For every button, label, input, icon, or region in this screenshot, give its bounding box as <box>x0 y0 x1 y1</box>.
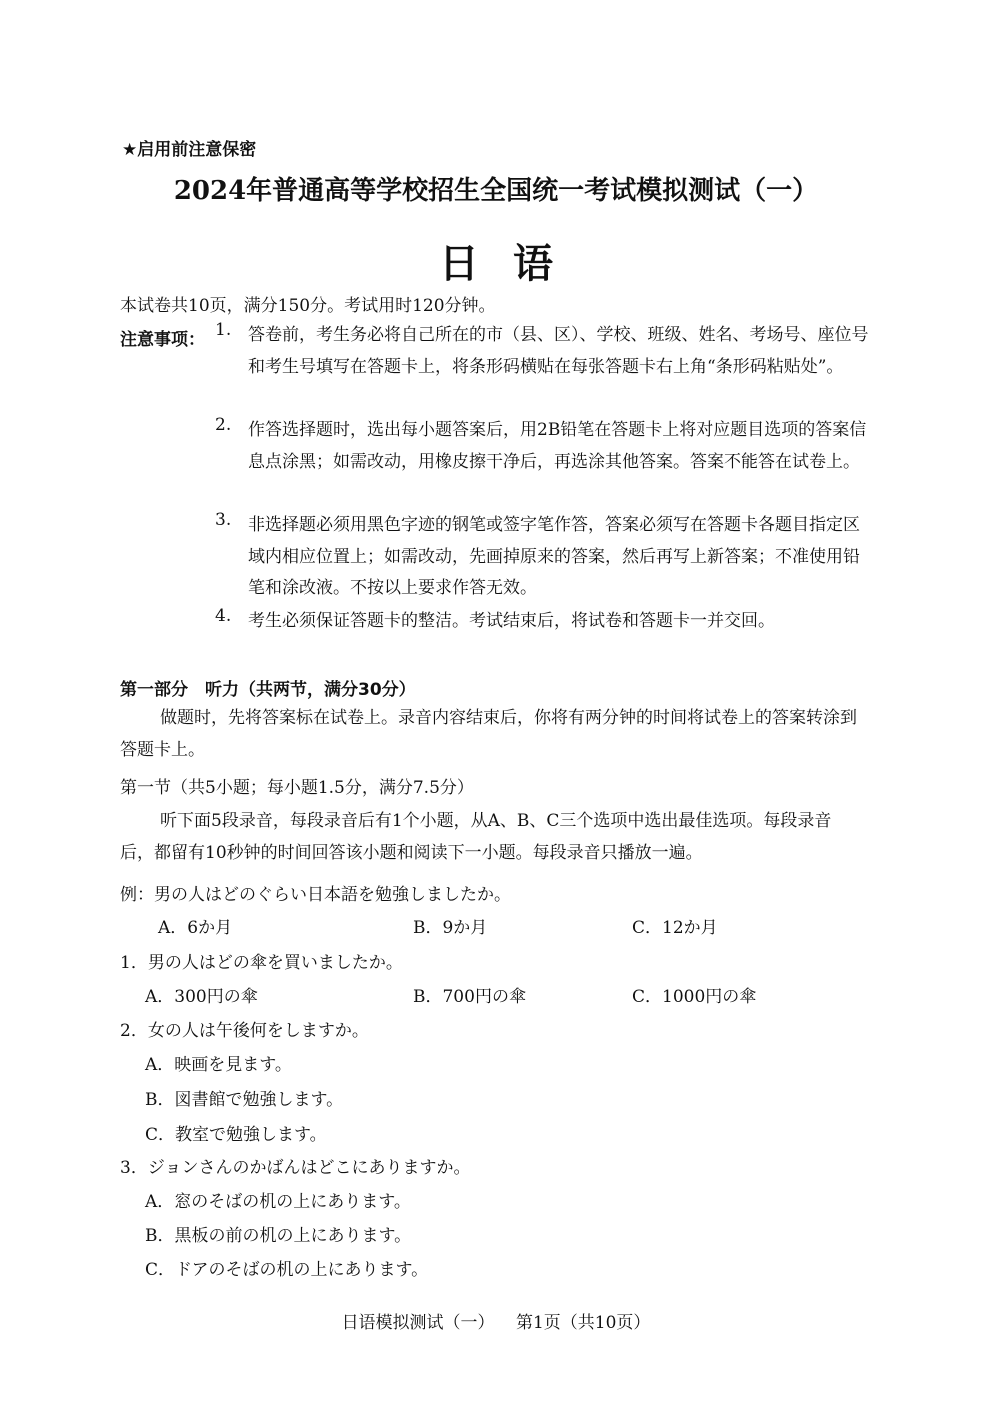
question-2-option-b: B．図書館で勉強します。 <box>145 1090 344 1110</box>
example-option-a: A．6か月 <box>158 918 233 938</box>
part1-instructions: 做题时，先将答案标在试卷上。录音内容结束后，你将有两分钟的时间将试卷上的答案转涂到答题卡上。 <box>120 708 857 760</box>
example-option-b: B．9か月 <box>413 918 488 938</box>
question-1-option-c: C．1000円の傘 <box>632 987 757 1007</box>
page-footer <box>0 1308 992 1333</box>
section1-instructions: 听下面5段录音，每段录音后有1个小题，从A、B、C三个选项中选出最佳选项。每段录音后，都留有10秒钟的时间回答该小题和阅读下一小题。每段录音只播放一遍。 <box>120 811 832 863</box>
question-3-option-a: A．窓のそばの机の上にあります。 <box>145 1192 411 1212</box>
subject-title: 日语 <box>439 241 587 287</box>
part1-title: 第一部分 听力（共两节，满分30分） <box>120 680 416 700</box>
question-3-option-c: C．ドアのそばの机の上にあります。 <box>145 1260 429 1280</box>
question-1-option-b: B．700円の傘 <box>413 987 526 1007</box>
question-3-option-b: B．黒板の前の机の上にあります。 <box>145 1226 412 1246</box>
confidential-mark: ★启用前注意保密 <box>122 140 257 160</box>
question-2-option-a: A．映画を見ます。 <box>145 1055 292 1075</box>
notice-item-text: 考生必须保证答题卡的整洁。考试结束后，将试卷和答题卡一并交回。 <box>248 611 775 631</box>
exam-title: 2024年普通高等学校招生全国统一考试模拟测试（一） <box>173 176 819 206</box>
question-3: 3．ジョンさんのかばんはどこにありますか。 <box>120 1158 471 1178</box>
question-2: 2．女の人は午後何をしますか。 <box>120 1021 369 1041</box>
notice-item-number: 3. <box>215 510 232 530</box>
footer-exam-name: 日语模拟测试（一） <box>341 1313 495 1333</box>
question-1: 1．男の人はどの傘を買いましたか。 <box>120 953 403 973</box>
exam-info: 本试卷共10页，满分150分。考试用时120分钟。 <box>120 296 496 316</box>
notice-item-number: 1. <box>215 320 232 340</box>
example-question: 例：男の人はどのぐらい日本語を勉強しましたか。 <box>120 885 511 905</box>
notice-item-text: 非选择题必须用黑色字迹的钢笔或签字笔作答，答案必须写在答题卡各题目指定区域内相应位置上；如需改动，先画掉原来的答案，然后再写上新答案；不准使用铅笔和涂改液。不按以上要求作答无效。 <box>248 515 860 598</box>
example-option-c: C．12か月 <box>632 918 718 938</box>
question-1-option-a: A．300円の傘 <box>145 987 258 1007</box>
notice-item-number: 2. <box>215 415 232 435</box>
section1-title: 第一节（共5小题；每小题1.5分，满分7.5分） <box>120 778 474 798</box>
notice-label: 注意事项： <box>120 330 205 350</box>
question-2-option-c: C．教室で勉強します。 <box>145 1125 327 1145</box>
notice-item-text: 作答选择题时，选出每小题答案后，用2B铅笔在答题卡上将对应题目选项的答案信息点涂黑；如需改动，用橡皮擦干净后，再选涂其他答案。答案不能答在试卷上。 <box>248 420 867 472</box>
footer-page-number: 第1页（共10页） <box>515 1313 651 1333</box>
notice-item-number: 4. <box>215 606 232 626</box>
notice-item-text: 答卷前，考生务必将自己所在的市（县、区）、学校、班级、姓名、考场号、座位号和考生号填写在答题卡上，将条形码横贴在每张答题卡右上角“条形码粘贴处”。 <box>248 325 869 377</box>
